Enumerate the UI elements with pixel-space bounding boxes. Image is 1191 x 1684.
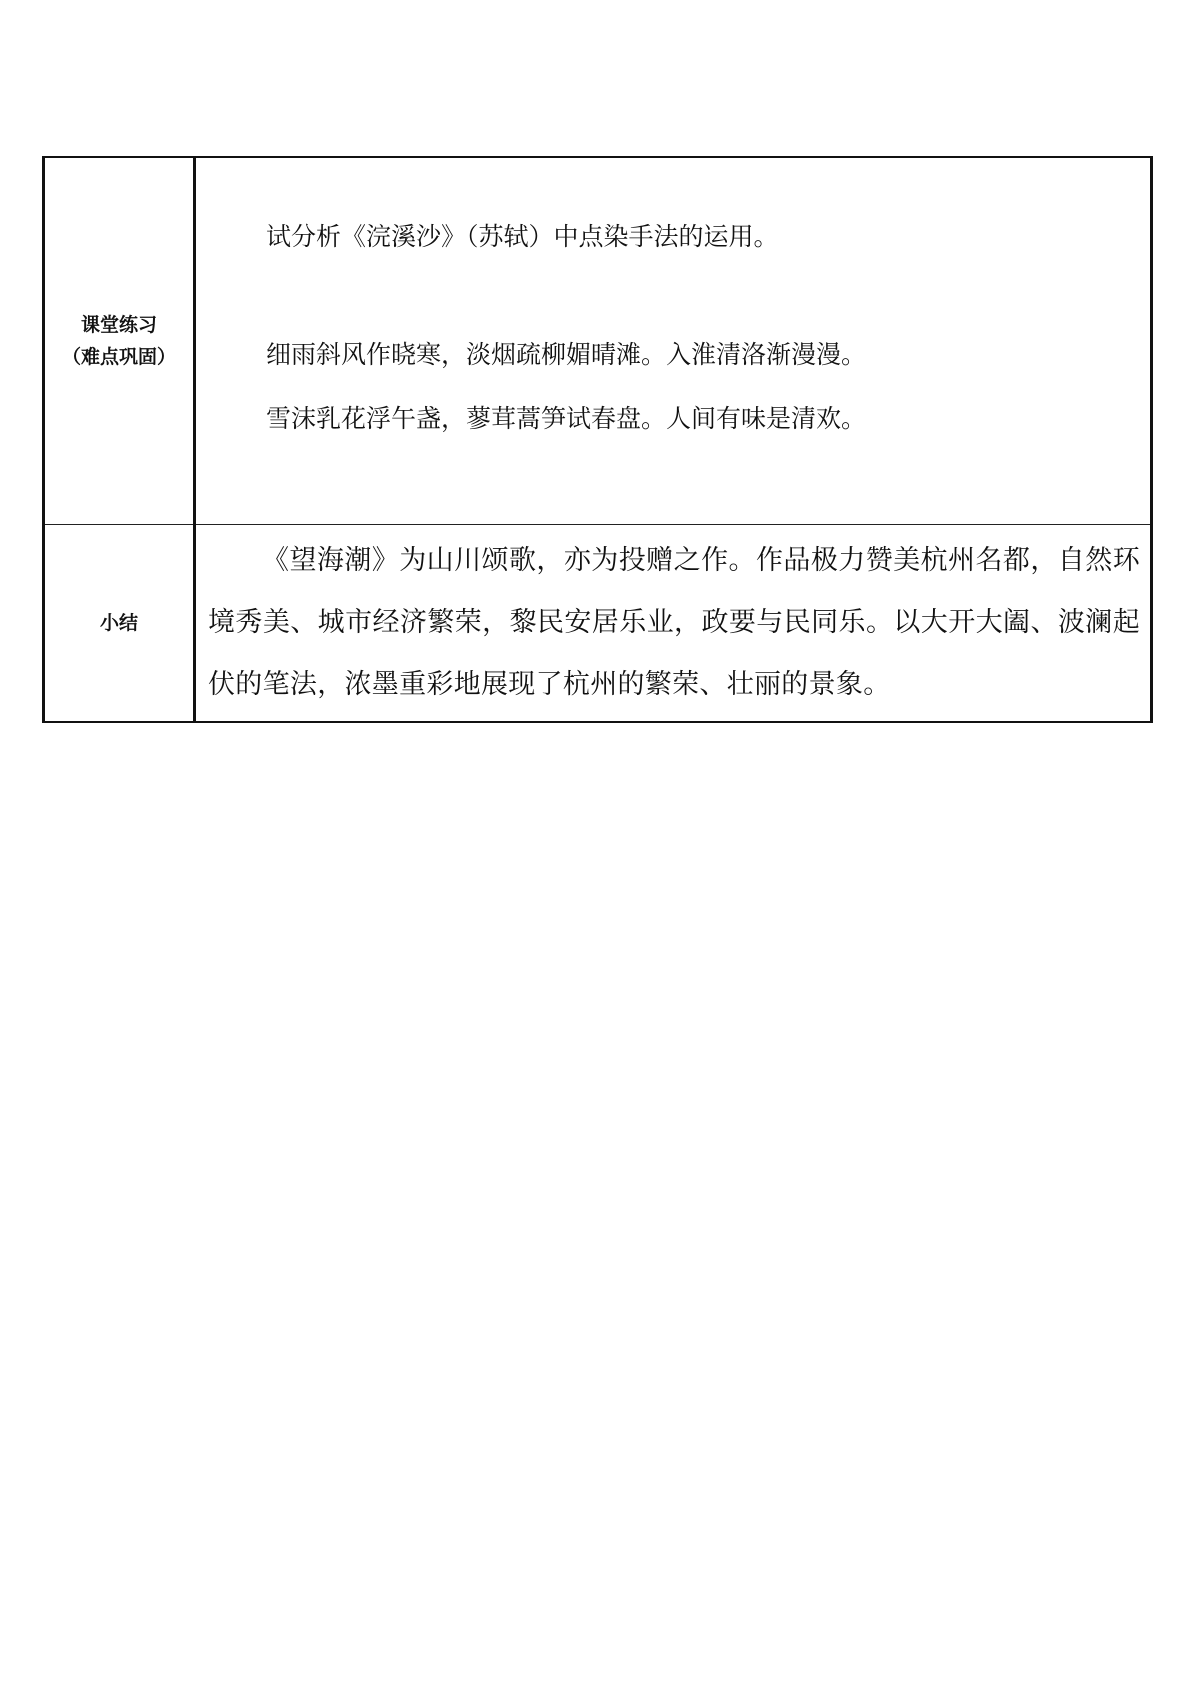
lesson-table xyxy=(42,156,1153,723)
summary-content-cell xyxy=(195,525,1152,723)
practice-label-cell xyxy=(44,157,195,525)
practice-question: 试分析《浣溪沙》（苏轼）中点染手法的运用。 xyxy=(266,222,779,251)
poem-line-1: 细雨斜风作晓寒，淡烟疏柳媚晴滩。入淮清洛渐漫漫。 xyxy=(266,340,867,369)
summary-row xyxy=(44,525,1152,723)
practice-label-subtitle: （难点巩固） xyxy=(61,346,176,368)
summary-label: 小结 xyxy=(99,612,138,634)
summary-text: 《望海潮》为山川颂歌，亦为投赠之作。作品极力赞美杭州名都，自然环境秀美、城市经济繁荣，黎民安居乐业，政要与民同乐。以大开大阖、波澜起伏的笔法，浓墨重彩地展现了杭州的繁荣、壮丽的景象。 xyxy=(208,545,1140,700)
poem-line-2: 雪沫乳花浮午盏，蓼茸蒿笋试春盘。人间有味是清欢。 xyxy=(266,404,867,433)
practice-row xyxy=(44,157,1152,525)
summary-label-cell xyxy=(44,525,195,723)
poem-block xyxy=(266,335,1130,439)
practice-label-title: 课堂练习 xyxy=(80,314,157,336)
practice-content xyxy=(196,219,1150,439)
practice-content-cell xyxy=(195,157,1152,525)
